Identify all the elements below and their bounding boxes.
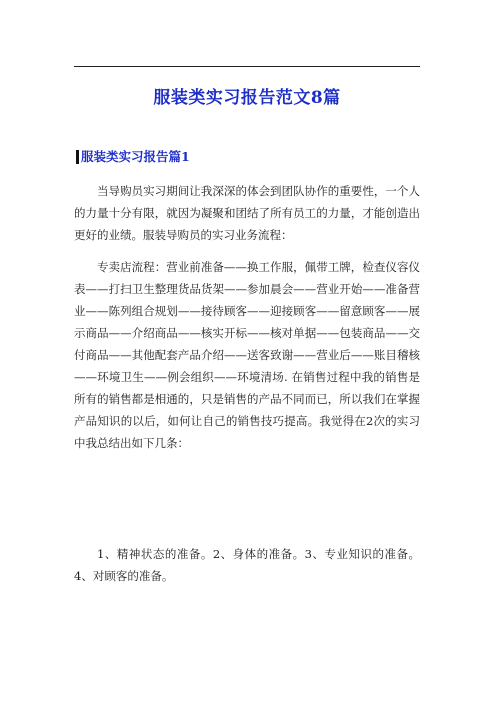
paragraph-1: 当导购员实习期间让我深深的体会到团队协作的重要性，一个人的力量十分有限，就因为凝聚和团结了所有员工的力量，才能创造出更好的业绩。服装导购员的实习业务流程： — [74, 184, 420, 242]
section-heading — [76, 148, 190, 166]
paragraph-2: 专卖店流程：营业前准备——换工作服，佩带工牌，检查仪容仪表——打扫卫生整理货品货架——参加晨会——营业开始——准备营业——陈列组合规划——接待顾客——迎接顾客——留意顾客——展示商品——介绍商品——核实开标——核对单据——包装商品——交付商品——其他配套产品介绍——送客致谢——营业后——账目稽核——环境卫生——例会组织——环境清场. 在销售过程中我的销售是所有的销售都是相通的，只是销售的产品不同而已，所以我们在掌握产品知识的以后，如何让自己的销售技巧提高。我觉得在2次的实习中我总结出如下几条： — [74, 260, 420, 450]
section-heading-text: 服装类实习报告篇1 — [81, 149, 190, 164]
document-title: 服装类实习报告范文8篇 — [153, 88, 341, 108]
heading-marker — [76, 150, 79, 164]
top-rule — [74, 66, 420, 67]
paragraph-3: 1、精神状态的准备。2、身体的准备。3、专业知识的准备。4、对顾客的准备。 — [74, 547, 420, 583]
